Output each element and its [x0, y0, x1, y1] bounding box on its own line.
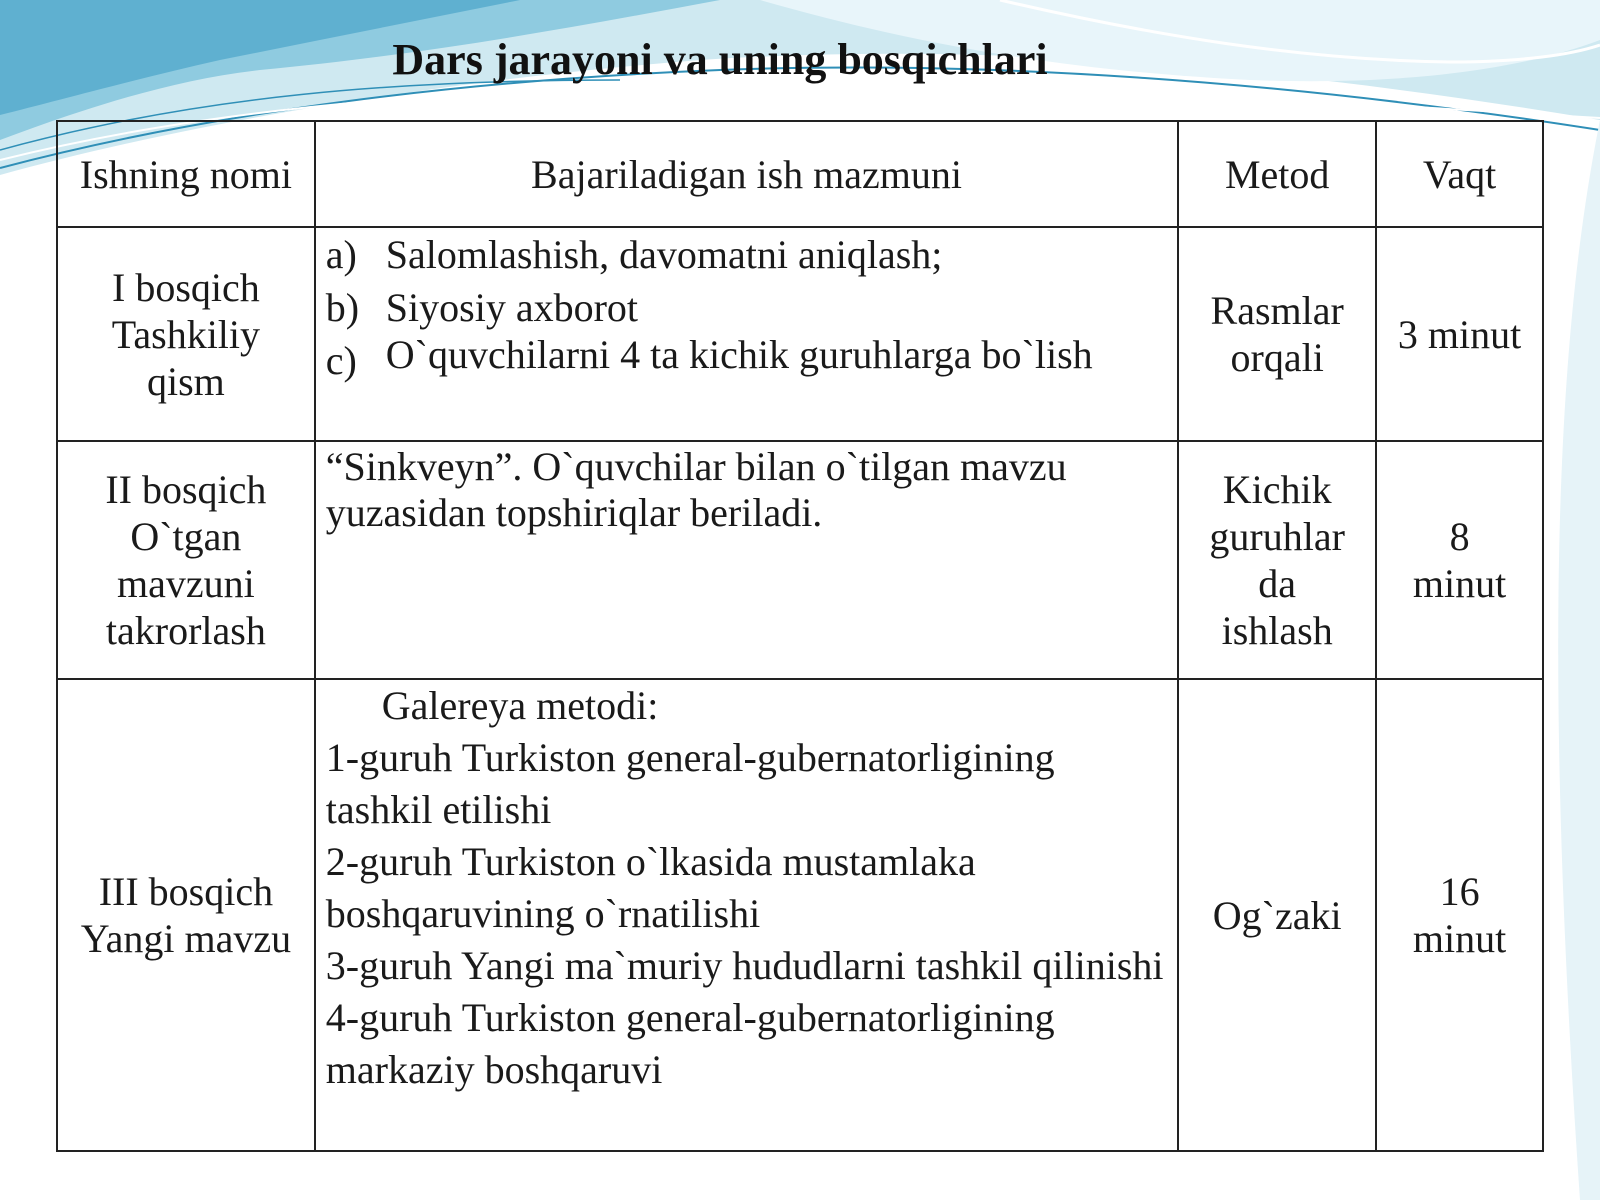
stage-content-text: “Sinkveyn”. O`quvchilar bilan o`tilgan mavzu yuzasidan topshiriqlar beriladi.	[325, 444, 1067, 535]
method-line: da	[1258, 561, 1297, 606]
content-line: 1-guruh Turkiston general-gubernatorligining tashkil etilishi	[325, 735, 1055, 832]
stage-method-cell	[1178, 441, 1376, 679]
stage-method-cell	[1178, 227, 1376, 441]
stage-content-cell	[315, 679, 1178, 1151]
stage-name-line: II bosqich	[105, 467, 267, 512]
stage-method-cell	[1178, 679, 1376, 1151]
stage-name-line: mavzuni	[117, 561, 255, 606]
time-line: 3 minut	[1397, 311, 1522, 357]
method-line: Kichik	[1222, 467, 1332, 512]
list-item-text: Salomlashish, davomatni aniqlash;	[385, 232, 943, 277]
header-method	[1178, 121, 1376, 227]
time-line: minut	[1412, 561, 1507, 606]
header-content	[315, 121, 1178, 227]
stage-content-cell	[315, 441, 1178, 679]
list-marker: b)	[325, 285, 360, 330]
list-item-text: O`quvchilarni 4 ta kichik guruhlarga bo`lish	[385, 332, 1093, 377]
stage-name-line: takrorlash	[105, 608, 266, 653]
stage-name-line: qism	[146, 358, 225, 404]
content-line: 3-guruh Yangi ma`muriy hududlarni tashkil qilinishi	[325, 943, 1164, 988]
stage-name-line: III bosqich	[98, 869, 274, 914]
method-line: Rasmlar	[1210, 288, 1344, 333]
method-line: Og`zaki	[1212, 892, 1342, 938]
table-row	[57, 679, 1543, 1151]
time-line: minut	[1412, 916, 1507, 961]
content-intro: Galereya metodi:	[381, 683, 659, 728]
content-line: 2-guruh Turkiston o`lkasida mustamlaka boshqaruvining o`rnatilishi	[325, 839, 976, 936]
table-header-row	[57, 121, 1543, 227]
list-item-text: Siyosiy axborot	[385, 285, 639, 330]
stage-time-cell	[1376, 227, 1543, 441]
header-content-label: Bajariladigan ish mazmuni	[531, 151, 963, 197]
page-title: Dars jarayoni va uning bosqichlari	[392, 35, 1048, 84]
stage-name-line: Yangi mavzu	[80, 916, 292, 961]
list-item	[326, 228, 1167, 281]
stage-time-cell	[1376, 679, 1543, 1151]
header-time	[1376, 121, 1543, 227]
time-line: 16	[1439, 869, 1480, 914]
stage-content-cell	[315, 227, 1178, 441]
method-line: orqali	[1230, 335, 1324, 380]
stage-time-cell	[1376, 441, 1543, 679]
table-row	[57, 441, 1543, 679]
method-line: guruhlar	[1209, 514, 1345, 559]
stage-name-line: Tashkiliy	[111, 311, 261, 357]
stage-name-cell	[57, 441, 315, 679]
time-line: 8	[1449, 514, 1470, 559]
stage-name-cell	[57, 679, 315, 1151]
list-item	[326, 281, 1167, 334]
header-method-label: Metod	[1224, 151, 1330, 197]
content-line: 4-guruh Turkiston general-gubernatorligining markaziy boshqaruvi	[325, 995, 1055, 1092]
stage-name-line: I bosqich	[112, 264, 260, 310]
list-marker: a)	[325, 232, 357, 277]
lesson-plan-table	[56, 120, 1544, 1152]
header-name-label: Ishning nomi	[79, 151, 292, 197]
header-time-label: Vaqt	[1422, 151, 1497, 197]
stage-name-cell	[57, 227, 315, 441]
content-list	[326, 228, 1167, 387]
method-line: ishlash	[1221, 608, 1333, 653]
list-item	[326, 334, 1167, 387]
stage-name-line: O`tgan	[130, 514, 242, 559]
table-row	[57, 227, 1543, 441]
header-name	[57, 121, 315, 227]
list-marker: c)	[325, 338, 357, 383]
